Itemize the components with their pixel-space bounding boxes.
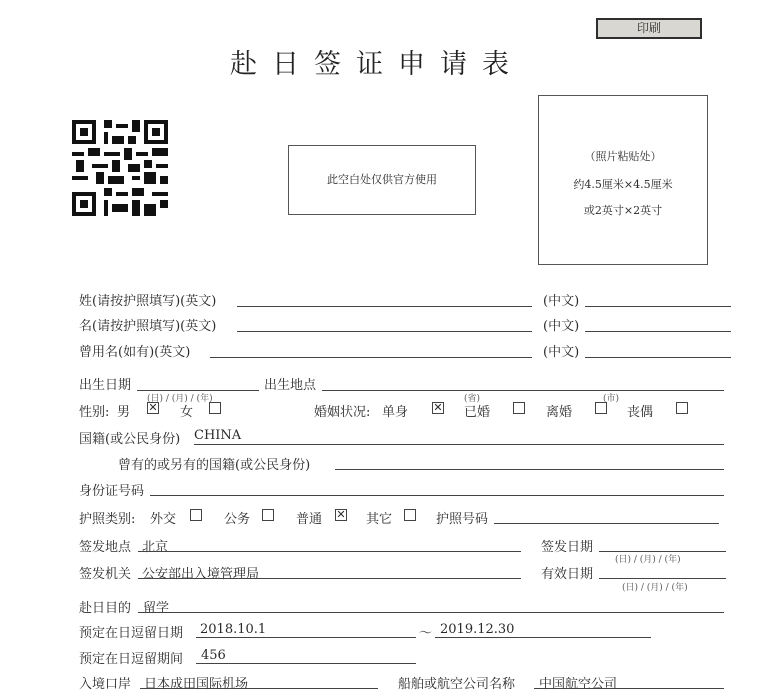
port-of-entry-value[interactable]: 日本成田国际机场 [144, 677, 249, 692]
expiry-date-field[interactable] [599, 578, 726, 579]
print-button[interactable]: 印刷 [596, 18, 702, 39]
issue-date-label: 签发日期 [541, 540, 594, 555]
given-cn-label: (中文) [543, 319, 580, 334]
sex-male-checkbox[interactable]: ✕ [148, 401, 158, 414]
stay-period-field[interactable] [196, 663, 416, 664]
form-title: 赴日签证申请表 [230, 49, 524, 80]
nationality-value[interactable]: CHINA [194, 428, 242, 443]
photo-size-cm: 约4.5厘米×4.5厘米 [573, 178, 673, 191]
marital-widowed-label: 丧偶 [627, 405, 654, 420]
stay-dates-separator: ～ [419, 626, 433, 641]
photo-label: （照片粘贴处） [584, 150, 662, 163]
other-nationality-field[interactable] [335, 469, 724, 470]
surname-en-field[interactable] [237, 306, 532, 307]
city-hint: (市) [603, 394, 620, 404]
passport-other-label: 其它 [366, 512, 393, 527]
other-nationality-label: 曾有的或另有的国籍(或公民身份) [118, 458, 311, 473]
passport-ordinary-label: 普通 [296, 512, 323, 527]
sex-female-checkbox[interactable] [209, 402, 221, 414]
issuing-authority-value[interactable]: 公安部出入境管理局 [142, 567, 260, 582]
issue-place-field[interactable] [138, 551, 521, 552]
photo-size-inch: 或2英寸×2英寸 [583, 204, 663, 217]
issue-place-value[interactable]: 北京 [142, 540, 169, 555]
stay-to-value[interactable]: 2019.12.30 [440, 622, 515, 637]
birth-place-field[interactable] [322, 390, 724, 391]
carrier-value[interactable]: 中国航空公司 [539, 677, 618, 692]
carrier-label: 船舶或航空公司名称 [398, 677, 516, 692]
marital-label: 婚姻状况: [314, 405, 371, 420]
birth-date-hint: (日) / (月) / (年) [147, 394, 213, 404]
marital-divorced-checkbox[interactable] [595, 402, 607, 414]
stay-dates-label: 预定在日逗留日期 [79, 626, 184, 641]
marital-single-label: 单身 [382, 405, 409, 420]
passport-official-label: 公务 [224, 512, 251, 527]
marital-single-checkbox[interactable]: ✕ [433, 401, 443, 414]
passport-number-field[interactable] [494, 523, 719, 524]
stay-to-field[interactable] [435, 637, 651, 638]
issuing-authority-label: 签发机关 [79, 567, 132, 582]
expiry-date-hint: (日) / (月) / (年) [622, 583, 688, 593]
marital-married-checkbox[interactable] [513, 402, 525, 414]
passport-official-checkbox[interactable] [262, 509, 274, 521]
id-number-field[interactable] [150, 495, 724, 496]
passport-type-label: 护照类别: [79, 512, 136, 527]
former-cn-label: (中文) [543, 345, 580, 360]
expiry-date-label: 有效日期 [541, 567, 594, 582]
port-of-entry-label: 入境口岸 [79, 677, 132, 692]
official-use-box: 此空白处仅供官方使用 [288, 145, 476, 215]
given-cn-field[interactable] [585, 331, 731, 332]
issue-date-hint: (日) / (月) / (年) [615, 555, 681, 565]
sex-female-label: 女 [180, 405, 194, 420]
marital-married-label: 已婚 [464, 405, 491, 420]
issue-place-label: 签发地点 [79, 540, 132, 555]
given-en-label: 名(请按护照填写)(英文) [79, 319, 217, 334]
surname-cn-label: (中文) [543, 294, 580, 309]
province-hint: (省) [464, 394, 481, 404]
stay-from-value[interactable]: 2018.10.1 [200, 622, 267, 637]
surname-en-label: 姓(请按护照填写)(英文) [79, 294, 217, 309]
marital-widowed-checkbox[interactable] [676, 402, 688, 414]
former-cn-field[interactable] [585, 357, 731, 358]
sex-label: 性别: [79, 405, 110, 420]
passport-other-checkbox[interactable] [404, 509, 416, 521]
issuing-authority-field[interactable] [138, 578, 521, 579]
passport-number-label: 护照号码 [436, 512, 489, 527]
sex-male-label: 男 [117, 405, 131, 420]
marital-divorced-label: 离婚 [546, 405, 573, 420]
surname-cn-field[interactable] [585, 306, 731, 307]
birth-date-label: 出生日期 [79, 378, 132, 393]
stay-period-label: 预定在日逗留期间 [79, 652, 184, 667]
nationality-label: 国籍(或公民身份) [79, 432, 181, 447]
purpose-label: 赴日目的 [79, 601, 132, 616]
passport-diplomatic-label: 外交 [150, 512, 177, 527]
former-en-field[interactable] [210, 357, 532, 358]
passport-diplomatic-checkbox[interactable] [190, 509, 202, 521]
qr-code-icon [72, 120, 168, 216]
photo-box [538, 95, 708, 265]
given-en-field[interactable] [237, 331, 532, 332]
stay-from-field[interactable] [196, 637, 416, 638]
nationality-field[interactable] [194, 444, 724, 445]
stay-period-value[interactable]: 456 [201, 648, 226, 663]
former-en-label: 曾用名(如有)(英文) [79, 345, 191, 360]
birth-place-label: 出生地点 [264, 378, 317, 393]
purpose-value[interactable]: 留学 [143, 601, 170, 616]
passport-ordinary-checkbox[interactable]: ✕ [336, 508, 346, 521]
purpose-field[interactable] [138, 612, 724, 613]
id-number-label: 身份证号码 [79, 484, 145, 499]
